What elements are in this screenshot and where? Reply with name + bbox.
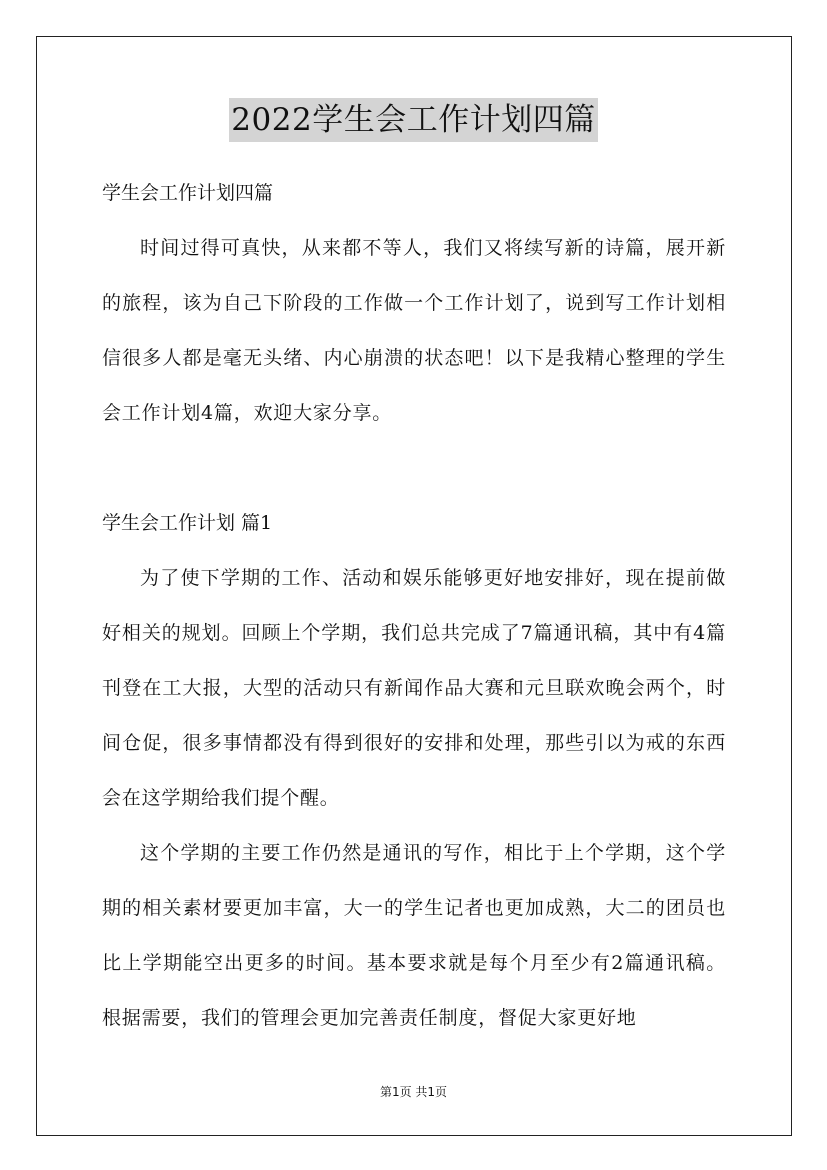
document-title: 2022学生会工作计划四篇 xyxy=(229,98,597,142)
title-container xyxy=(0,98,827,142)
section1-paragraph-1: 为了使下学期的工作、活动和娱乐能够更好地安排好，现在提前做好相关的规划。回顾上个学期，我们总共完成了7篇通讯稿，其中有4篇刊登在工大报，大型的活动只有新闻作品大赛和元旦联欢晚会两个，时间仓促，很多事情都没有得到很好的安排和处理，那些引以为戒的东西会在这学期给我们提个醒。 xyxy=(102,567,726,809)
document-body xyxy=(102,166,726,1046)
section1-heading: 学生会工作计划 篇1 xyxy=(102,512,273,534)
section-spacer xyxy=(102,441,726,496)
intro-heading: 学生会工作计划四篇 xyxy=(102,182,274,204)
intro-paragraph: 时间过得可真快，从来都不等人，我们又将续写新的诗篇，展开新的旅程，该为自己下阶段的工作做一个工作计划了，说到写工作计划相信很多人都是毫无头绪、内心崩溃的状态吧！以下是我精心整理的学生会工作计划4篇，欢迎大家分享。 xyxy=(102,237,726,424)
page-footer: 第1页 共1页 xyxy=(379,1085,448,1099)
section1-paragraph-2: 这个学期的主要工作仍然是通讯的写作，相比于上个学期，这个学期的相关素材要更加丰富，大一的学生记者也更加成熟，大二的团员也比上学期能空出更多的时间。基本要求就是每个月至少有2篇通讯稿。根据需要，我们的管理会更加完善责任制度，督促大家更好地 xyxy=(102,842,726,1029)
